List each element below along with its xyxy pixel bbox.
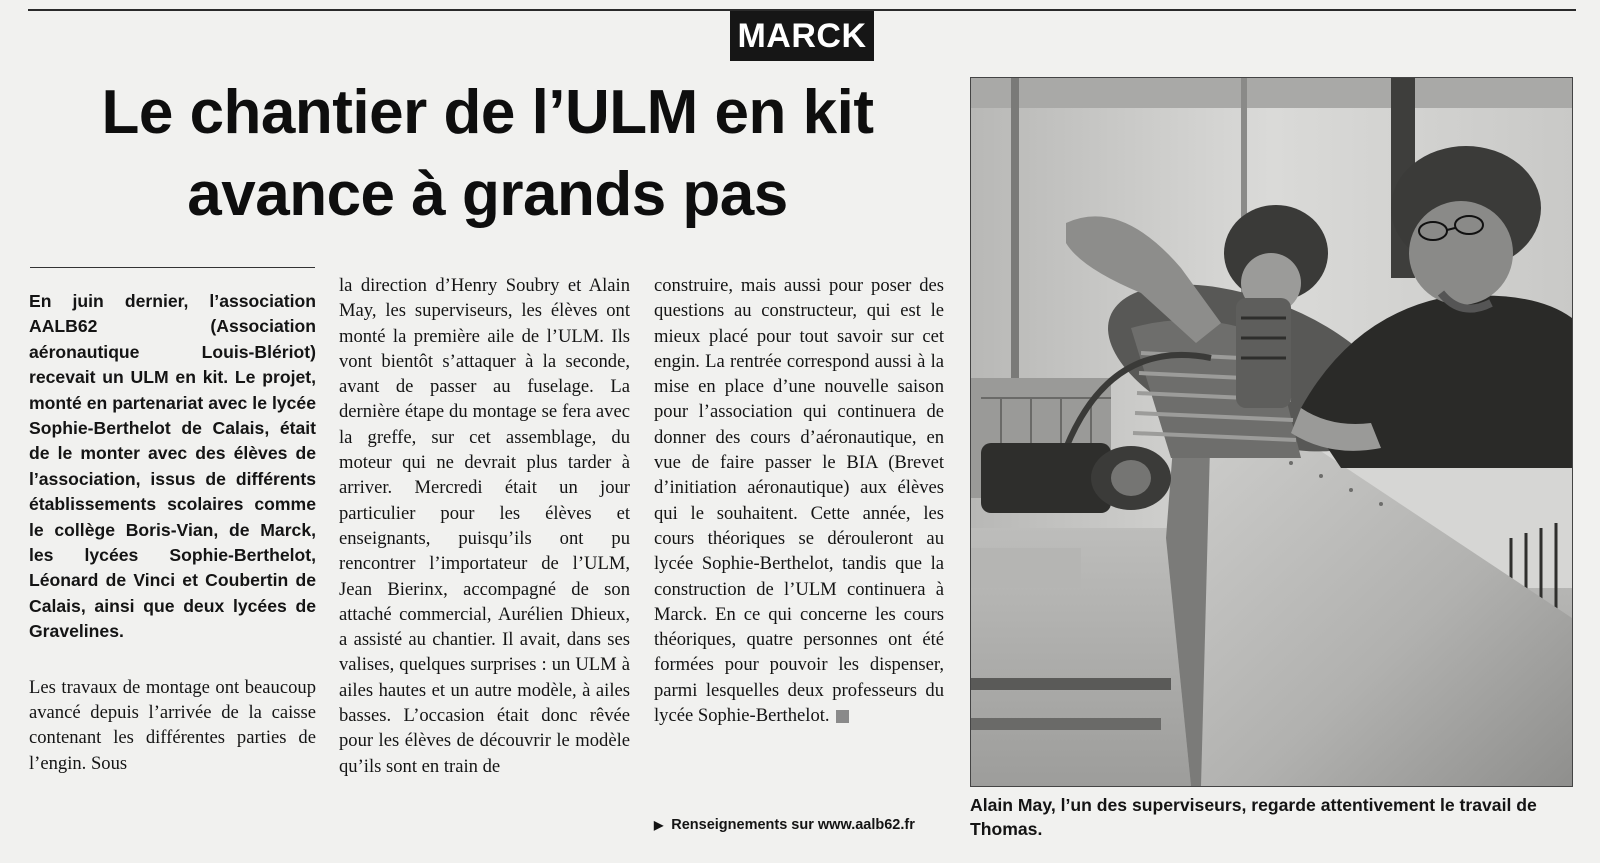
photo-caption: Alain May, l’un des superviseurs, regarde attentivement le travail de Thomas. [970,795,1537,839]
article-photo [970,77,1573,787]
end-mark-icon [836,710,849,723]
article-column-2 [339,273,630,779]
info-line [654,817,915,833]
section-tag: MARCK [730,11,874,61]
headline-line-2: avance à grands pas [187,160,788,229]
article-column-1 [29,273,316,776]
article-column-1-text: Les travaux de montage ont beaucoup avancé depuis l’arrivée de la caisse contenant les différentes parties de l’engin. Sous [29,676,316,774]
column-rule [30,267,315,268]
article-lead: En juin dernier, l’association AALB62 (Association aéronautique Louis-Blériot) recevait un ULM en kit. Le projet, monté en partenariat avec le lycée Sophie-Berthelot de Calais, était de le monter avec des élèves de l’association, issus de différents établissements scolaires comme le collège Boris-Vian, de Marck, les lycées Sophie-Berthelot, Léonard de Vinci et Coubertin de Calais, ainsi que deux lycées de Gravelines. [29,291,316,642]
headline [20,72,955,236]
article-column-2-text: la direction d’Henry Soubry et Alain May, les superviseurs, les élèves ont monté la première aile de l’ULM. Ils vont bientôt s’attaquer à la seconde, avant de passer au fuselage. La dernière étape du montage se fera avec la greffe, sur cet assemblage, du moteur qui ne devrait plus tarder à arriver. Mercredi était un jour particulier pour les élèves et enseignants, puisqu’ils ont pu rencontrer l’importateur de l’ULM, Jean Bierinx, accompagné de son attaché commercial, Aurélien Dhieux, a assisté au chantier. Il avait, dans ses valises, quelques surprises : un ULM à ailes hautes et un autre modèle, à ailes basses. L’occasion était donc rêvée pour les élèves de découvrir le modèle qu’ils sont en train de [339,275,630,777]
article-column-3-text: construire, mais aussi pour poser des questions au constructeur, qui est le mieux placé pour tout savoir sur cet engin. La rentrée correspond aussi à la mise en place d’une nouvelle saison pour l’association qui continuera de donner des cours d’aéronautique, en vue de faire passer le BIA (Brevet d’initiation aéronautique) aux élèves qui le souhaitent. Cette année, les cours théoriques se dérouleront au lycée Sophie-Berthelot, tandis que la construction de l’ULM continuera à Marck. En ce qui concerne les cours théoriques, quatre personnes ont été formées pour pouvoir les dispenser, parmi lesquelles deux professeurs du lycée Sophie-Berthelot. [654,275,944,727]
article-column-3 [654,273,944,728]
workshop-photo [971,78,1572,786]
arrow-right-icon: ▶ [654,818,664,832]
info-text: Renseignements sur www.aalb62.fr [671,817,915,833]
headline-line-1: Le chantier de l’ULM en kit [101,78,874,147]
